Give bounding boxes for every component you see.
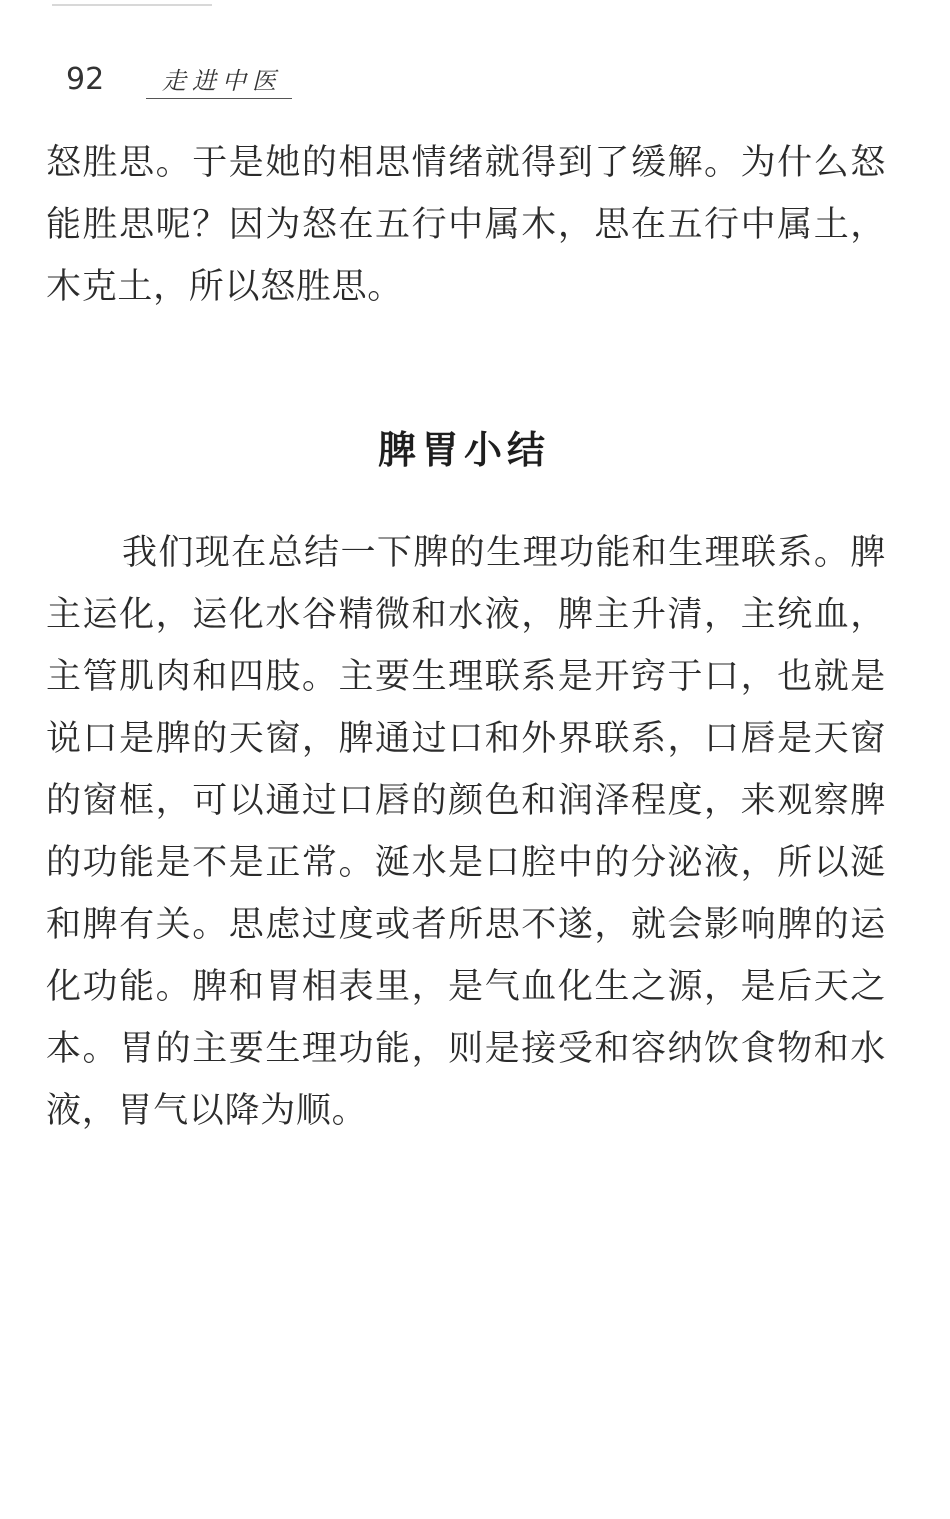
section-title: 脾胃小结 — [377, 428, 550, 472]
page-number: 92 — [66, 62, 105, 97]
continuation-paragraph: 怒胜思。于是她的相思情绪就得到了缓解。为什么怒能胜思呢？因为怒在五行中属木，思在五行中属土，木克土，所以怒胜思。 — [46, 143, 886, 307]
section-body-paragraph: 我们现在总结一下脾的生理功能和生理联系。脾主运化，运化水谷精微和水液，脾主升清，主统血，主管肌肉和四肢。主要生理联系是开窍于口，也就是说口是脾的天窗，脾通过口和外界联系，口唇是天窗的窗框，可以通过口唇的颜色和润泽程度，来观察脾的功能是不是正常。涎水是口腔中的分泌液，所以涎和脾有关。思虑过度或者所思不遂，就会影响脾的运化功能。脾和胃相表里，是气血化生之源，是后天之本。胃的主要生理功能，则是接受和容纳饮食物和水液，胃气以降为顺。 — [46, 533, 886, 1131]
top-edge-rule — [52, 4, 212, 6]
running-title: 走进中医 — [146, 64, 292, 99]
